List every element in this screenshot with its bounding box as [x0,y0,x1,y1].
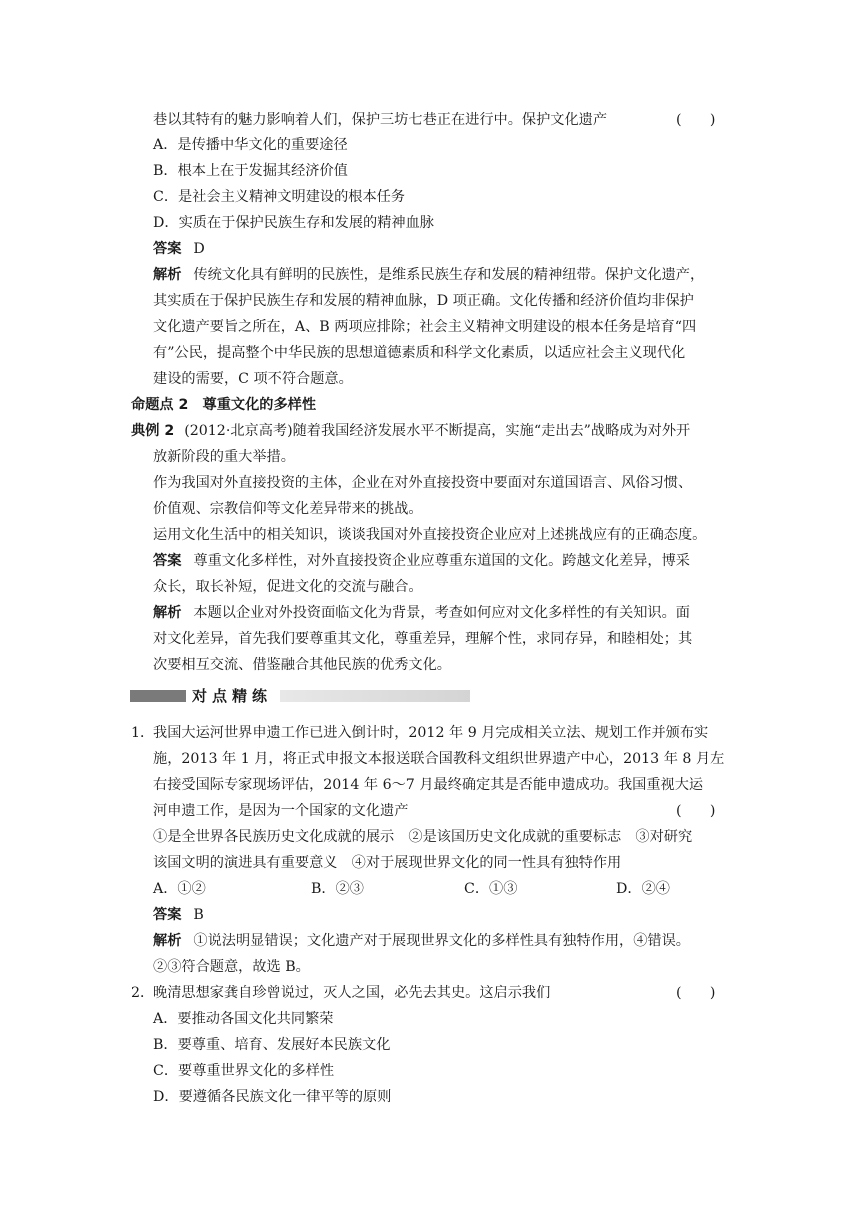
option-b: B．根本上在于发掘其经济价值 [153,163,348,179]
question-1-number: 1． [131,725,155,741]
option-d: D．②④ [616,881,670,897]
answer-line [153,552,690,570]
practice-title: 对点精练 [192,687,273,705]
analysis-line [153,932,690,950]
option-d: D．要遵循各民族文化一律平等的原则 [153,1089,392,1105]
option-d: D．实质在于保护民族生存和发展的精神血脉 [153,215,434,231]
section-bar-dark [130,690,186,702]
answer-paren: ( ) [676,803,716,819]
analysis-text: 传统文化具有鲜明的民族性，是维系民族生存和发展的精神纽带。保护文化遗产， [193,267,705,283]
answer-label: 答案 [153,241,182,257]
question-1-stem: 河申遗工作，是因为一个国家的文化遗产 [153,803,409,819]
answer-paren: ( ) [676,112,716,128]
practice-section-bar [130,686,470,706]
analysis-text: 本题以企业对外投资面临文化为背景，考查如何应对文化多样性的有关知识。面 [193,605,690,621]
example-text: 放新阶段的重大举措。 [153,449,295,465]
analysis-line [153,604,690,622]
analysis-text: 对文化差异，首先我们要尊重其文化，尊重差异，理解个性，求同存异，和睦相处；其 [153,631,693,647]
answer-line [153,906,204,924]
analysis-label: 解析 [153,267,182,283]
answer-text: 众长，取长补短，促进文化的交流与融合。 [153,579,423,595]
question-1-stem: 我国大运河世界申遗工作已进入倒计时，2012 年 9 月完成相关立法、规划工作并颁布实 [153,725,709,741]
question-2-stem: 晚清思想家龚自珍曾说过，灭人之国，必先去其史。这启示我们 [153,985,551,1001]
analysis-text: 有”公民，提高整个中华民族的思想道德素质和科学文化素质，以适应社会主义现代化 [153,345,686,361]
question-2-number: 2． [131,985,155,1001]
answer-line [153,240,205,258]
analysis-text: 建设的需要，C 项不符合题意。 [153,371,353,387]
analysis-text: ②③符合题意，故选 B。 [153,959,310,975]
analysis-label: 解析 [153,933,182,949]
question-1-items: ①是全世界各民族历史文化成就的展示 ②是该国历史文化成就的重要标志 ③对研究 [153,829,693,845]
example-text: 价值观、宗教信仰等文化差异带来的挑战。 [153,501,423,517]
analysis-text: 次要相互交流、借鉴融合其他民族的优秀文化。 [153,657,451,673]
question-1-stem: 右接受国际专家现场评估，2014 年 6～7 月最终确定其是否能申遗成功。我国重视大运 [153,777,704,793]
section-bar-light [280,690,470,702]
option-a: A．①② [153,881,206,897]
answer-text: 尊重文化多样性，对外直接投资企业应尊重东道国的文化。跨越文化差异，博采 [193,553,690,569]
example-text: (2012·北京高考)随着我国经济发展水平不断提高，实施“走出去”战略成为对外开 [184,423,691,439]
option-c: C．①③ [464,881,518,897]
answer-paren: ( ) [676,985,716,1001]
analysis-text: 其实质在于保护民族生存和发展的精神血脉，D 项正确。文化传播和经济价值均非保护 [153,293,694,309]
answer-value: D [193,241,205,257]
example-text: 运用文化生活中的相关知识，谈谈我国对外直接投资企业应对上述挑战应有的正确态度。 [153,527,707,543]
option-c: C．是社会主义精神文明建设的根本任务 [153,189,406,205]
question-1-items: 该国文明的演进具有重要意义 ④对于展现世界文化的同一性具有独特作用 [153,855,622,871]
section-heading: 命题点 2 尊重文化的多样性 [131,397,317,413]
example-line [131,422,690,440]
option-a: A．是传播中华文化的重要途径 [153,137,348,153]
analysis-text: ①说法明显错误；文化遗产对于展现世界文化的多样性具有独特作用，④错误。 [193,933,690,949]
question-1-stem: 施，2013 年 1 月，将正式申报文本报送联合国教科文组织世界遗产中心，2013 年 8 月左 [153,751,725,767]
option-b: B．要尊重、培育、发展好本民族文化 [153,1037,391,1053]
question-stem-tail: 巷以其特有的魅力影响着人们，保护三坊七巷正在进行中。保护文化遗产 [153,112,608,128]
option-b: B．②③ [311,881,364,897]
option-c: C．要尊重世界文化的多样性 [153,1063,335,1079]
analysis-line [153,266,704,284]
answer-label: 答案 [153,907,182,923]
option-a: A．要推动各国文化共同繁荣 [153,1011,334,1027]
example-text: 作为我国对外直接投资的主体，企业在对外直接投资中要面对东道国语言、风俗习惯、 [153,475,693,491]
answer-label: 答案 [153,553,182,569]
analysis-label: 解析 [153,605,182,621]
analysis-text: 文化遗产要旨之所在，A、B 两项应排除；社会主义精神文明建设的根本任务是培育“四 [153,319,697,335]
answer-value: B [193,907,204,923]
example-label: 典例 2 [131,423,175,439]
